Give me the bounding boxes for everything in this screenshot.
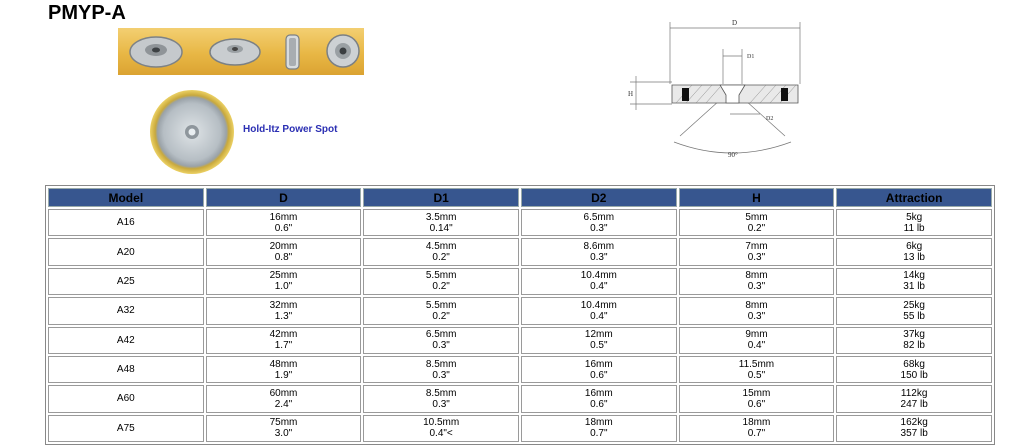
cell-h [679, 268, 835, 295]
value-imperial: 0.6" [747, 398, 766, 410]
value-imperial: 0.6" [590, 369, 608, 381]
value-metric: 15mm [742, 387, 771, 399]
value-metric: 25mm [269, 270, 298, 282]
value-metric: 3.5mm [425, 211, 457, 223]
value-imperial: 0.3" [747, 252, 766, 264]
value-metric: 16mm [269, 211, 298, 223]
value-imperial: 0.7" [590, 428, 608, 440]
table-row [48, 268, 992, 295]
cell-d1 [363, 415, 519, 442]
value-imperial: 0.7" [747, 428, 766, 440]
value-metric: 10.4mm [580, 299, 617, 311]
magnet-face-image [150, 90, 234, 174]
value-imperial: 0.4" [590, 310, 608, 322]
cell-model: A75 [48, 415, 204, 442]
table-row [48, 209, 992, 236]
header-model: Model [48, 188, 204, 207]
value-imperial: 0.3" [747, 310, 766, 322]
value-imperial: 0.14" [429, 222, 453, 234]
value-metric: 20mm [269, 241, 298, 253]
cell-d1 [363, 327, 519, 354]
cell-model: A25 [48, 268, 204, 295]
cell-att [836, 268, 992, 295]
value-metric: 4.5mm [425, 241, 457, 253]
value-metric: 25kg [903, 299, 925, 311]
value-imperial: 0.4" [747, 340, 766, 352]
value-metric: 14kg [903, 270, 925, 282]
value-metric: 6kg [906, 241, 923, 253]
cell-d [206, 268, 362, 295]
cell-att [836, 238, 992, 265]
magnet-photos-image [118, 28, 364, 75]
value-imperial: 0.5" [590, 340, 608, 352]
cell-d1 [363, 356, 519, 383]
value-metric: 75mm [269, 417, 298, 429]
value-imperial: 2.4" [274, 398, 293, 410]
cell-d [206, 415, 362, 442]
diagram-label-d: D [732, 19, 738, 27]
table-header-row [48, 188, 992, 207]
page-title: PMYP-A [48, 2, 126, 24]
cell-d2 [521, 209, 677, 236]
cell-d1 [363, 238, 519, 265]
value-metric: 9mm [745, 329, 768, 341]
value-metric: 112kg [900, 387, 928, 399]
table-row [48, 297, 992, 324]
value-metric: 5.5mm [425, 270, 457, 282]
cell-h [679, 415, 835, 442]
value-imperial: 0.2" [432, 310, 450, 322]
value-metric: 37kg [903, 329, 925, 341]
value-imperial: 0.2" [747, 222, 766, 234]
diagram-label-d2: D2 [766, 116, 774, 122]
value-metric: 11.5mm [738, 358, 775, 370]
cell-h [679, 385, 835, 412]
cell-att [836, 209, 992, 236]
value-metric: 5.5mm [425, 299, 457, 311]
cell-model: A60 [48, 385, 204, 412]
cell-d2 [521, 327, 677, 354]
value-imperial: 82 lb [903, 340, 925, 352]
cell-att [836, 327, 992, 354]
cell-model: A42 [48, 327, 204, 354]
value-metric: 5mm [745, 211, 768, 223]
value-metric: 18mm [742, 417, 771, 429]
cell-model: A16 [48, 209, 204, 236]
header-d: D [206, 188, 362, 207]
cell-d [206, 209, 362, 236]
value-metric: 48mm [269, 358, 298, 370]
value-imperial: 0.3" [590, 252, 608, 264]
cell-att [836, 297, 992, 324]
cell-d2 [521, 268, 677, 295]
cell-h [679, 209, 835, 236]
value-metric: 10.4mm [580, 270, 617, 282]
diagram-label-angle: 90° [728, 151, 738, 159]
table-row [48, 327, 992, 354]
spec-table [45, 185, 995, 445]
cell-d1 [363, 297, 519, 324]
cell-d [206, 297, 362, 324]
cell-d2 [521, 356, 677, 383]
cell-h [679, 356, 835, 383]
table-body [48, 209, 992, 442]
cell-d [206, 356, 362, 383]
cell-d2 [521, 385, 677, 412]
value-metric: 18mm [584, 417, 613, 429]
cell-d [206, 238, 362, 265]
header-d2: D2 [521, 188, 677, 207]
value-imperial: 0.3" [432, 340, 450, 352]
cell-att [836, 415, 992, 442]
header-h: H [679, 188, 835, 207]
cell-h [679, 297, 835, 324]
cell-d1 [363, 385, 519, 412]
cell-att [836, 385, 992, 412]
value-imperial: 0.6" [274, 222, 293, 234]
value-imperial: 3.0" [274, 428, 293, 440]
value-metric: 8mm [745, 299, 768, 311]
dimension-diagram [610, 14, 860, 164]
value-imperial: 1.9" [274, 369, 293, 381]
table-row [48, 238, 992, 265]
product-caption: Hold-Itz Power Spot [243, 124, 338, 135]
value-metric: 10.5mm [423, 417, 460, 429]
cell-d [206, 385, 362, 412]
value-imperial: 247 lb [900, 398, 928, 410]
cell-d2 [521, 238, 677, 265]
value-imperial: 1.3" [274, 310, 293, 322]
header-attraction: Attraction [836, 188, 992, 207]
value-metric: 16mm [584, 387, 613, 399]
value-metric: 6.5mm [425, 329, 457, 341]
value-metric: 68kg [903, 358, 925, 370]
value-imperial: 0.4"< [429, 428, 453, 440]
value-imperial: 0.4" [590, 281, 608, 293]
value-metric: 8.5mm [425, 387, 457, 399]
value-imperial: 0.6" [590, 398, 608, 410]
product-photos [118, 28, 364, 75]
value-metric: 8.5mm [425, 358, 457, 370]
value-imperial: 0.2" [432, 281, 450, 293]
cell-h [679, 238, 835, 265]
value-imperial: 150 lb [900, 369, 928, 381]
cell-d2 [521, 415, 677, 442]
value-imperial: 0.8" [274, 252, 293, 264]
value-metric: 7mm [745, 241, 768, 253]
cell-d1 [363, 209, 519, 236]
value-imperial: 357 lb [900, 428, 928, 440]
diagram-label-d1: D1 [747, 54, 755, 60]
cell-model: A20 [48, 238, 204, 265]
value-metric: 42mm [269, 329, 298, 341]
cell-d [206, 327, 362, 354]
cell-d2 [521, 297, 677, 324]
cell-model: A48 [48, 356, 204, 383]
value-imperial: 13 lb [903, 252, 925, 264]
value-imperial: 0.2" [432, 252, 450, 264]
value-metric: 8.6mm [583, 241, 615, 253]
value-imperial: 55 lb [903, 310, 925, 322]
value-metric: 60mm [269, 387, 298, 399]
value-imperial: 31 lb [903, 281, 925, 293]
table-row [48, 356, 992, 383]
header-d1: D1 [363, 188, 519, 207]
value-metric: 8mm [745, 270, 768, 282]
value-imperial: 0.3" [747, 281, 766, 293]
cell-model: A32 [48, 297, 204, 324]
value-metric: 6.5mm [583, 211, 615, 223]
value-imperial: 1.7" [274, 340, 293, 352]
value-imperial: 0.3" [590, 222, 608, 234]
value-metric: 12mm [584, 329, 613, 341]
value-metric: 162kg [900, 417, 928, 429]
table-row [48, 385, 992, 412]
value-imperial: 1.0" [274, 281, 293, 293]
value-metric: 16mm [584, 358, 613, 370]
value-imperial: 0.3" [432, 369, 450, 381]
cell-h [679, 327, 835, 354]
diagram-label-h: H [628, 90, 634, 98]
cell-att [836, 356, 992, 383]
table-row [48, 415, 992, 442]
cell-d1 [363, 268, 519, 295]
value-metric: 5kg [906, 211, 923, 223]
value-imperial: 0.5" [747, 369, 766, 381]
value-imperial: 11 lb [903, 222, 925, 234]
value-imperial: 0.3" [432, 398, 450, 410]
value-metric: 32mm [269, 299, 298, 311]
